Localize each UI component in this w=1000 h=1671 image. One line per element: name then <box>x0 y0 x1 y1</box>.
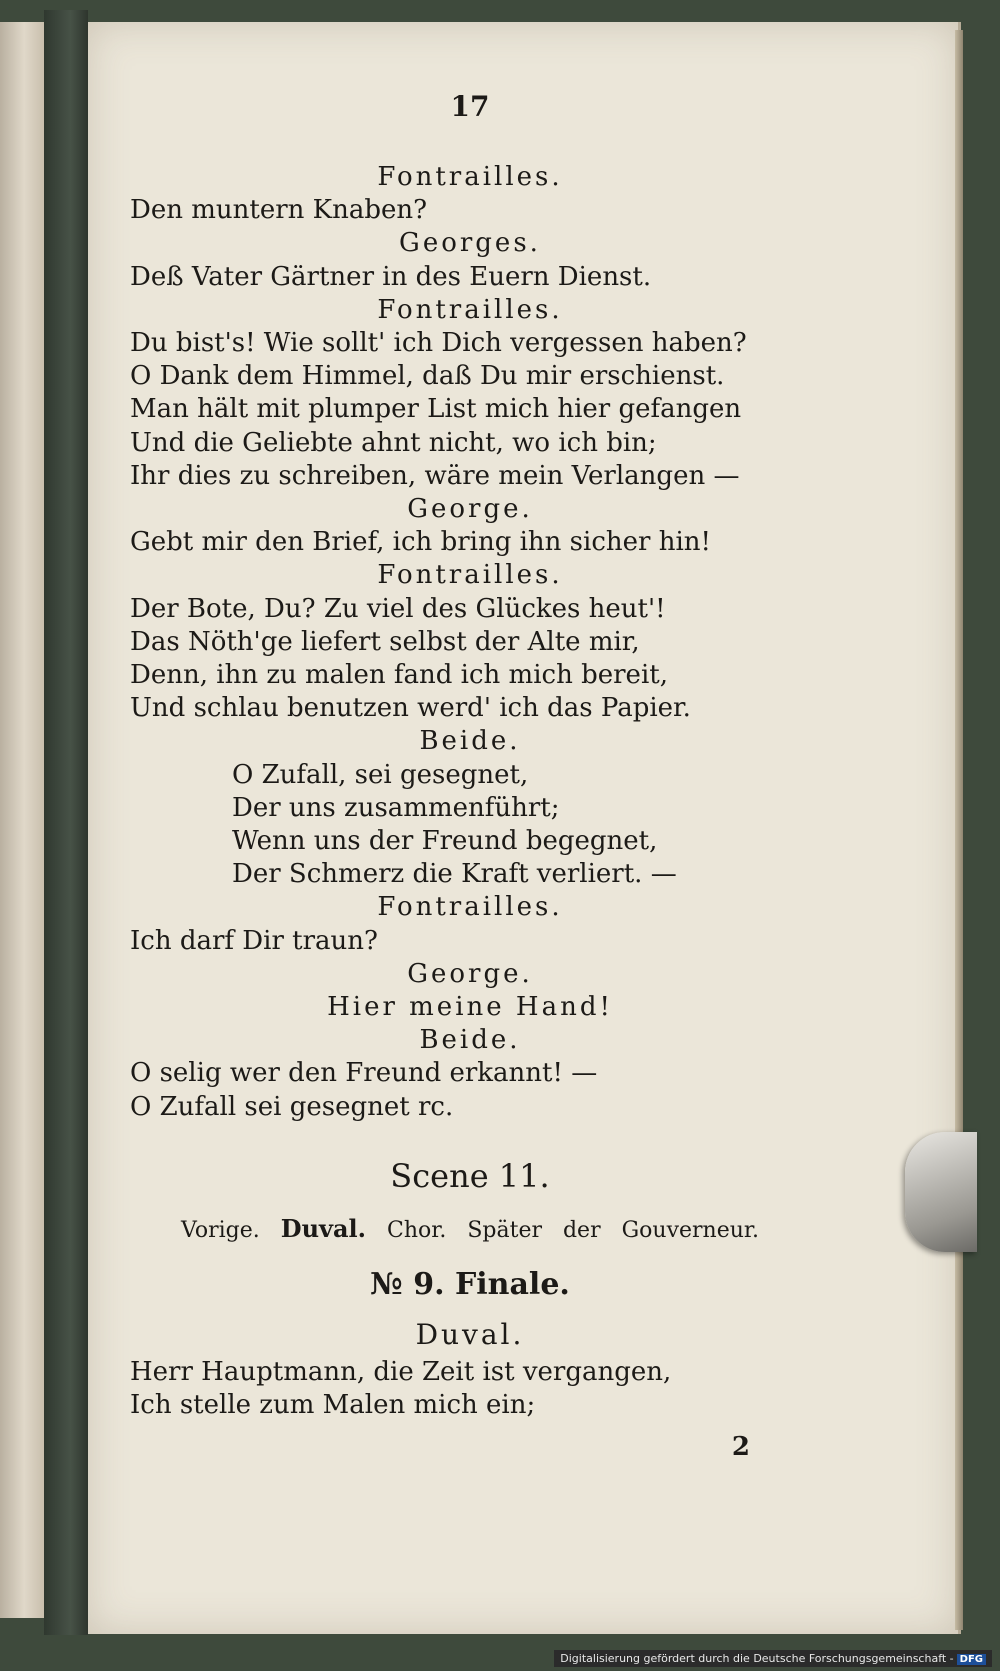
speaker-name: Beide. <box>419 1025 521 1056</box>
book-gutter <box>44 10 88 1635</box>
verse-line: Du bist's! Wie sollt' ich Dich vergessen haben? <box>130 328 747 359</box>
dfg-logo: DFG <box>957 1654 986 1665</box>
verse-line: Wenn uns der Freund begegnet, <box>232 826 658 857</box>
verse-line: Der Schmerz die Kraft verliert. — <box>232 859 677 890</box>
dialogue-lines <box>130 161 810 1124</box>
verse-line: Das Nöth'ge liefert selbst der Alte mir, <box>130 626 640 657</box>
number-title: № 9. Finale. <box>370 1266 570 1302</box>
verse-line: O selig wer den Freund erkannt! — <box>130 1058 598 1089</box>
verse-line: Gebt mir den Brief, ich bring ihn sicher hin! <box>130 527 711 558</box>
verse-line: Deß Vater Gärtner in des Euern Dienst. <box>130 261 652 292</box>
verse-line: Und schlau benutzen werd' ich das Papier. <box>130 693 691 724</box>
speaker-name: Fontrailles. <box>377 162 563 192</box>
cast-prefix: Vorige. <box>181 1217 260 1243</box>
verse-line: Denn, ihn zu malen fand ich mich bereit, <box>130 660 668 691</box>
final-line-1: Herr Hauptmann, die Zeit ist vergangen, <box>130 1356 672 1387</box>
footer-credit <box>554 1650 992 1667</box>
verse-line: Ihr dies zu schreiben, wäre mein Verlangen — <box>130 460 740 491</box>
speaker-name: George. <box>407 958 533 989</box>
speaker-name: Beide. <box>419 726 521 757</box>
speaker-name: Fontrailles. <box>377 560 563 591</box>
verse-line: Der Bote, Du? Zu viel des Glückes heut'! <box>130 593 666 624</box>
cast-rest: Chor. Später der Gouverneur. <box>387 1217 759 1243</box>
speaker-name: Georges. <box>399 228 541 259</box>
verse-line: O Zufall, sei gesegnet, <box>232 759 529 790</box>
speaker-name: George. <box>407 494 533 525</box>
page-signature: 2 <box>731 1432 750 1463</box>
verse-line: O Zufall sei gesegnet rc. <box>130 1091 454 1122</box>
verse-line: Der uns zusammenführt; <box>232 792 560 823</box>
page-edge <box>955 30 963 1630</box>
cast-name: Duval. <box>280 1213 366 1243</box>
scene-heading: Scene 11. <box>390 1156 550 1195</box>
page-text <box>130 90 810 1462</box>
speaker-name: Fontrailles. <box>377 892 563 923</box>
final-line-2: Ich stelle zum Malen mich ein; <box>130 1390 536 1421</box>
cast-list <box>130 1212 810 1248</box>
verse-line: Man hält mit plumper List mich hier gefangen <box>130 394 742 425</box>
verse-line: O Dank dem Himmel, daß Du mir erschienst. <box>130 361 725 392</box>
verse-line: Den muntern Knaben? <box>130 195 428 226</box>
speaker-duval: Duval. <box>415 1317 525 1351</box>
speaker-name: Hier meine Hand! <box>327 992 613 1023</box>
verse-line: Und die Geliebte ahnt nicht, wo ich bin; <box>130 427 657 458</box>
speaker-name: Fontrailles. <box>377 294 563 325</box>
left-page-edge <box>0 22 46 1618</box>
footer-text: Digitalisierung gefördert durch die Deutsche Forschungsgemeinschaft - <box>560 1652 954 1665</box>
verse-line: Ich darf Dir traun? <box>130 925 378 956</box>
page-number: 17 <box>450 90 490 123</box>
page-clip <box>905 1132 977 1252</box>
